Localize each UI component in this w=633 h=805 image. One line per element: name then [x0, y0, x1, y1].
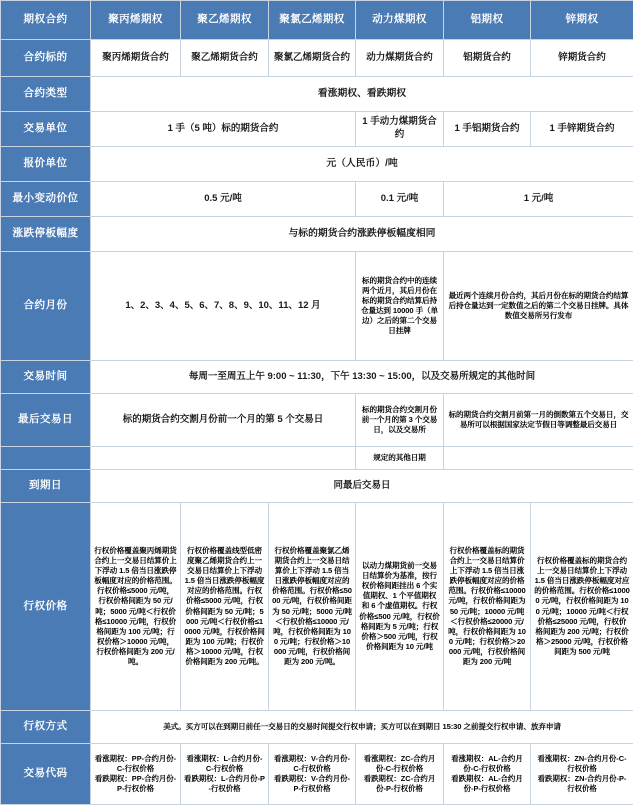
column-header-l: 聚乙烯期权 [181, 1, 269, 40]
table-header-row [1, 1, 633, 40]
cell-contract-months-metals: 最近两个连续月份合约，其后月份在标的期货合约结算后持仓量达到一定数值之后的第二个交易日挂牌。具体数值交易所另行发布 [444, 252, 633, 361]
table-row-overflow [1, 447, 633, 470]
cell-last-trading-day-zc-overflow: 规定的其他日期 [356, 447, 444, 470]
cell-strike-price-zc: 以动力煤期货前一交易日结算价为基准，按行权价格间距挂出 6 个实值期权、1 个平值期权和 6 个虚值期权。行权价格≤500 元/吨，行权价格间距为 5 元/吨；行权价格＞500 元/吨，行权价格间距为 10 元/吨 [356, 503, 444, 711]
column-header-zn: 锌期权 [531, 1, 633, 40]
row-label-underlying: 合约标的 [1, 40, 91, 77]
column-header-v: 聚氯乙烯期权 [269, 1, 356, 40]
row-label-expiry-date: 到期日 [1, 470, 91, 503]
cell-trading-code-al: 看涨期权：AL-合约月份-C-行权价格 看跌期权：AL-合约月份-P-行权价格 [444, 744, 531, 805]
row-label-last-trading-day: 最后交易日 [1, 394, 91, 447]
table-row [1, 394, 633, 447]
cell-trading-unit-zn: 1 手锌期货合约 [531, 112, 633, 147]
table-row [1, 217, 633, 252]
table-row [1, 361, 633, 394]
cell-contract-type: 看涨期权、看跌期权 [91, 77, 633, 112]
column-header-al: 铝期权 [444, 1, 531, 40]
table-row [1, 470, 633, 503]
table-row [1, 252, 633, 361]
cell-trading-code-l: 看涨期权：L-合约月份-C-行权价格 看跌期权：L-合约月份-P-行权价格 [181, 744, 269, 805]
row-label-contract-months: 合约月份 [1, 252, 91, 361]
cell-last-trading-day-polyolefin: 标的期货合约交割月份前一个月的第 5 个交易日 [91, 394, 356, 447]
header-row-label: 期权合约 [1, 1, 91, 40]
cell-strike-price-v: 行权价格覆盖聚氯乙烯期货合约上一交易日结算价上下浮动 1.5 倍当日涨跌停板幅度对应的价格范围。行权价格≤5000 元/吨，行权价格间距为 50 元/吨；5000 元/吨＜行权价格≤10000 元/吨，行权价格间距为 100 元/吨；行权价格＞10000 元/吨，行权价格间距为 200 元/吨。 [269, 503, 356, 711]
table-row [1, 711, 633, 744]
row-label-price-limit: 涨跌停板幅度 [1, 217, 91, 252]
table-row [1, 147, 633, 182]
cell-strike-price-al: 行权价格覆盖标的期货合约上一交易日结算价上下浮动 1.5 倍当日涨跌停板幅度对应的价格范围。行权价格≤10000 元/吨，行权价格间距为 50 元/吨；10000 元/吨＜行权价格≤20000 元/吨，行权价格间距为 100 元/吨；行权价格＞20000 元/吨，行权价格间距为 200 元/吨 [444, 503, 531, 711]
cell-underlying-pp: 聚丙烯期货合约 [91, 40, 181, 77]
cell-last-trading-day-metals: 标的期货合约交割月前第一月的倒数第五个交易日，交易所可以根据国家法定节假日等调整最后交易日 [444, 394, 633, 447]
cell-trading-code-pp: 看涨期权：PP-合约月份-C-行权价格 看跌期权：PP-合约月份-P-行权价格 [91, 744, 181, 805]
cell-price-limit: 与标的期货合约涨跌停板幅度相同 [91, 217, 633, 252]
cell-underlying-l: 聚乙烯期货合约 [181, 40, 269, 77]
cell-last-trading-day-zc: 标的期货合约交割月份前一个月的第 3 个交易日，以及交易所 [356, 394, 444, 447]
cell-trading-hours: 每周一至周五上午 9:00 ~ 11:30，下午 13:30 ~ 15:00，以及交易所规定的其他时间 [91, 361, 633, 394]
cell-strike-price-zn: 行权价格覆盖标的期货合约上一交易日结算价上下浮动 1.5 倍当日涨跌停板幅度对应的价格范围。行权价格≤10000 元/吨，行权价格间距为 100 元/吨；10000 元/吨＜行权价格≤25000 元/吨，行权价格间距为 200 元/吨；行权价格＞25000 元/吨，行权价格间距为 500 元/吨 [531, 503, 633, 711]
row-label-trading-hours: 交易时间 [1, 361, 91, 394]
row-label-trading-unit: 交易单位 [1, 112, 91, 147]
cell-underlying-al: 铝期货合约 [444, 40, 531, 77]
row-label-contract-type: 合约类型 [1, 77, 91, 112]
table-row [1, 503, 633, 711]
cell-tick-size-metals: 1 元/吨 [444, 182, 633, 217]
cell-trading-unit-polyolefin: 1 手（5 吨）标的期货合约 [91, 112, 356, 147]
column-header-zc: 动力煤期权 [356, 1, 444, 40]
row-label-trading-code: 交易代码 [1, 744, 91, 805]
cell-tick-size-polyolefin: 0.5 元/吨 [91, 182, 356, 217]
cell-underlying-v: 聚氯乙烯期货合约 [269, 40, 356, 77]
table-row [1, 77, 633, 112]
cell-underlying-zn: 锌期货合约 [531, 40, 633, 77]
row-label-exercise-style: 行权方式 [1, 711, 91, 744]
cell-trading-code-v: 看涨期权：V-合约月份-C-行权价格 看跌期权：V-合约月份-P-行权价格 [269, 744, 356, 805]
cell-underlying-zc: 动力煤期货合约 [356, 40, 444, 77]
table-row [1, 112, 633, 147]
cell-trading-unit-zc: 1 手动力煤期货合约 [356, 112, 444, 147]
row-label-strike-price: 行权价格 [1, 503, 91, 711]
cell-trading-code-zn: 看涨期权：ZN-合约月份-C-行权价格 看跌期权：ZN-合约月份-P-行权价格 [531, 744, 633, 805]
cell-strike-price-pp: 行权价格覆盖聚丙烯期货合约上一交易日结算价上下浮动 1.5 倍当日涨跌停板幅度对应的价格范围。行权价格≤5000 元/吨，行权价格间距为 50 元/吨；5000 元/吨＜行权价格≤10000 元/吨，行权价格间距为 100 元/吨；行权价格＞10000 元/吨，行权价格间距为 200 元/吨。 [91, 503, 181, 711]
overflow-spacer-polyolefin [91, 447, 356, 470]
cell-exercise-style: 美式。买方可以在到期日前任一交易日的交易时间提交行权申请；买方可以在到期日 15:30 之前提交行权申请、放弃申请 [91, 711, 633, 744]
cell-strike-price-l: 行权价格覆盖线型低密度聚乙烯期货合约上一交易日结算价上下浮动 1.5 倍当日涨跌停板幅度对应的价格范围。行权价格≤5000 元/吨，行权价格间距为 50 元/吨；5000 元/吨＜行权价格≤10000 元/吨，行权价格间距为 100 元/吨；行权价格＞10000 元/吨，行权价格间距为 200 元/吨。 [181, 503, 269, 711]
cell-contract-months-polyolefin: 1、2、3、4、5、6、7、8、9、10、11、12 月 [91, 252, 356, 361]
row-label-quote-unit: 报价单位 [1, 147, 91, 182]
cell-trading-code-zc: 看涨期权：ZC-合约月份-C-行权价格 看跌期权：ZC-合约月份-P-行权价格 [356, 744, 444, 805]
cell-contract-months-zc: 标的期货合约中的连续两个近月，其后月份在标的期货合约结算后持仓量达到 10000 手（单边）之后的第二个交易日挂牌 [356, 252, 444, 361]
cell-quote-unit: 元（人民币）/吨 [91, 147, 633, 182]
column-header-pp: 聚丙烯期权 [91, 1, 181, 40]
row-label-tick-size: 最小变动价位 [1, 182, 91, 217]
cell-expiry-date: 同最后交易日 [91, 470, 633, 503]
cell-tick-size-zc: 0.1 元/吨 [356, 182, 444, 217]
table-row [1, 182, 633, 217]
overflow-label-spacer [1, 447, 91, 470]
cell-trading-unit-al: 1 手铝期货合约 [444, 112, 531, 147]
table-row [1, 40, 633, 77]
overflow-spacer-metals [444, 447, 633, 470]
table-row [1, 744, 633, 805]
